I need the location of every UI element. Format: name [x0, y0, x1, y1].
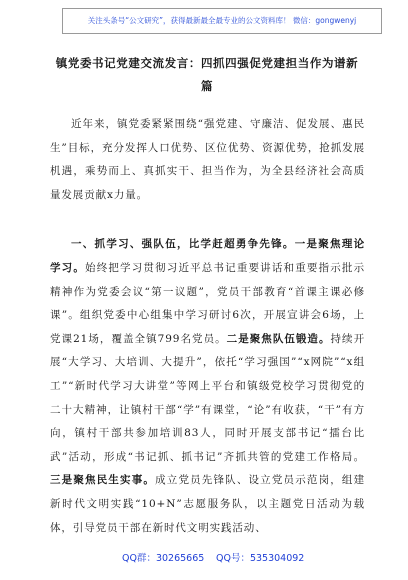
point-one-label: 一是聚焦理论学习。: [50, 238, 365, 274]
header-banner: 关注头条号“公文研究”，获得最新最全最专业的公文资料库！ 微信：gongwenyj: [62, 8, 382, 34]
point-three-text: 成立党员先锋队、设立党员示范岗，组建新时代文明实践“10+N”志愿服务队，以主题党日活动为载体，引导党员干部在新时代文明实践活动、: [50, 474, 365, 534]
section-one-paragraph: [50, 233, 365, 540]
document-title: 镇党委书记党建交流发言：四抓四强促党建担当作为谱新篇: [55, 56, 359, 93]
intro-paragraph: 近年来，镇党委紧紧围绕“强党建、守廉洁、促发展、惠民生”目标，充分发挥人口优势、区位优势、资源优势，抢抓发展机遇，乘势而上、真抓实干、担当作为，为全县经济社会高质量发展贡献x力量。: [50, 118, 365, 201]
footer-qq-group: QQ群：30265665: [122, 553, 205, 564]
point-two-text: 持续开展“大学习、大培训、大提升”，依托“学习强国”“x网院”“x组工”“新时代学习大讲堂”等网上平台和镇级党校学习贯彻党的二十大精神，让镇村干部“学”有课堂，“论”有收获，“干”有方向，镇村干部共参加培训83人，同时开展支部书记“擂台比武”活动，形成“书记抓、抓书记”齐抓共管的党建工作格局。: [50, 332, 365, 463]
document-body: [50, 113, 365, 540]
section-one-heading: 一、抓学习、强队伍，比学赶超勇争先锋。: [71, 238, 295, 251]
footer-qq-number: QQ号：535304092: [216, 553, 305, 564]
point-three-label: 三是聚焦民生实事。: [50, 474, 156, 487]
point-two-label: 二是聚焦队伍锻造。: [226, 332, 331, 345]
point-one-text: 始终把学习贯彻习近平总书记重要讲话和重要指示批示精神作为党委会议“第一议题”，党员干部教育“首课主课必修课”。组织党委中心组集中学习研讨6次，开展宣讲会6场，上党课21场，覆盖全镇799名党员。: [50, 261, 365, 345]
page-footer: [0, 550, 408, 570]
